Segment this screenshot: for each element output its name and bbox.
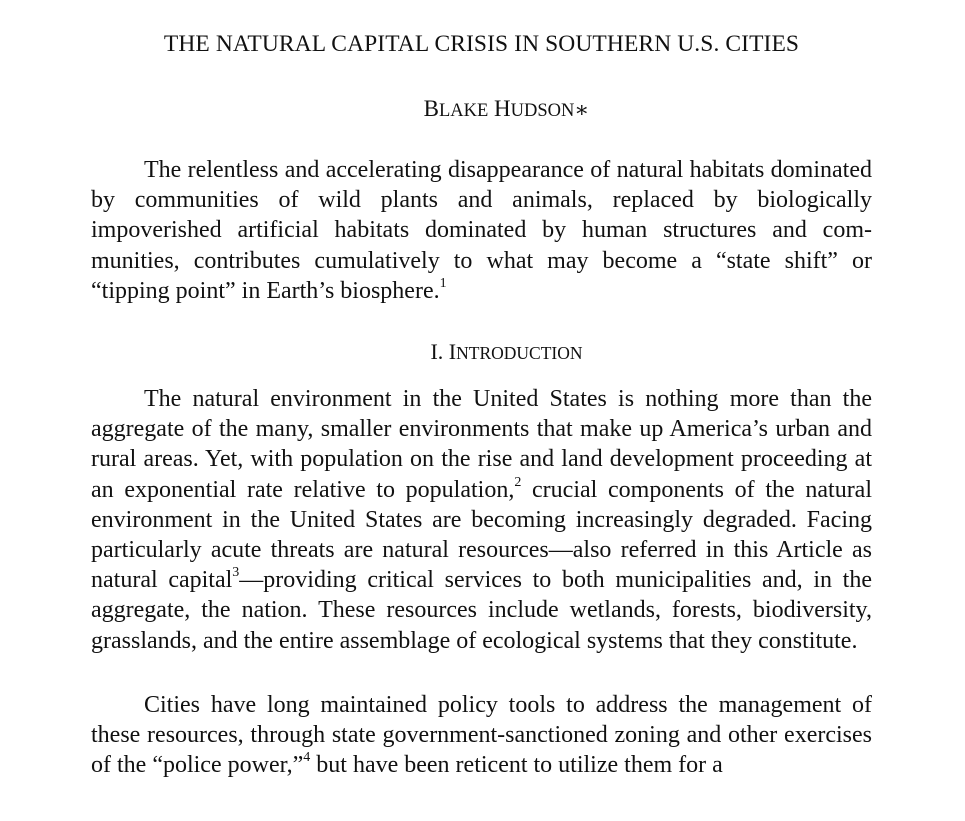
footnote-ref-3[interactable]: 3: [232, 565, 240, 581]
author-byline: [91, 95, 922, 125]
intro-p1-part2: crucial components of the natural environment in the United States are becoming increasingly degraded. Facing particularly acute threats are natural resources—also referred in this Article as natural capital: [91, 476, 872, 594]
section-rest: NTRODUCTION: [456, 343, 583, 363]
intro-paragraph-1: [91, 384, 872, 656]
footnote-ref-2[interactable]: 2: [514, 474, 522, 490]
author-last-initial: H: [494, 96, 511, 121]
author-footnote-mark: ∗: [574, 97, 590, 122]
author-first-initial: B: [423, 96, 439, 121]
intro-p1-part1: The natural environment in the United States is nothing more than the aggregate of the many, smaller environments that make up America’s urban and rural areas. Yet, with population on the rise and land development proceeding at an exponential rate relative to population,: [91, 386, 872, 503]
section-numeral: I.: [430, 339, 449, 364]
section-initial: I: [448, 339, 457, 364]
section-heading: [91, 338, 922, 367]
intro-p2-part1: Cities have long maintained policy tools to address the management of these resources, through state government-sanctioned zoning and other exercises of the “police power,”: [91, 692, 872, 779]
article-title: THE NATURAL CAPITAL CRISIS IN SOUTHERN U.S. CITIES: [163, 31, 800, 57]
footnote-ref-4[interactable]: 4: [303, 750, 311, 766]
author-first-rest: LAKE: [438, 101, 489, 121]
intro-p1-part3: —providing critical services to both municipalities and, in the aggregate, the nation. These resources include wetlands, forests, biodiversity, grasslands, and the entire assemblage of ecological systems that they constitute.: [91, 567, 873, 654]
footnote-ref-1[interactable]: 1: [439, 275, 447, 291]
author-last-rest: UDSON: [510, 101, 575, 121]
abstract-paragraph: [91, 155, 872, 306]
abstract-text: The relentless and accelerating disappearance of natural habitats dominated by communities of wild plants and animals, replaced by biologically impoverished artificial habitats dominated by human structures and communities, contributes cumulatively to what may become a “state shift” or “tipping point” in Earth’s biosphere.: [91, 157, 872, 304]
intro-p2-part2: but have been reticent to utilize them for a: [310, 752, 723, 779]
intro-paragraph-2: [91, 690, 872, 781]
